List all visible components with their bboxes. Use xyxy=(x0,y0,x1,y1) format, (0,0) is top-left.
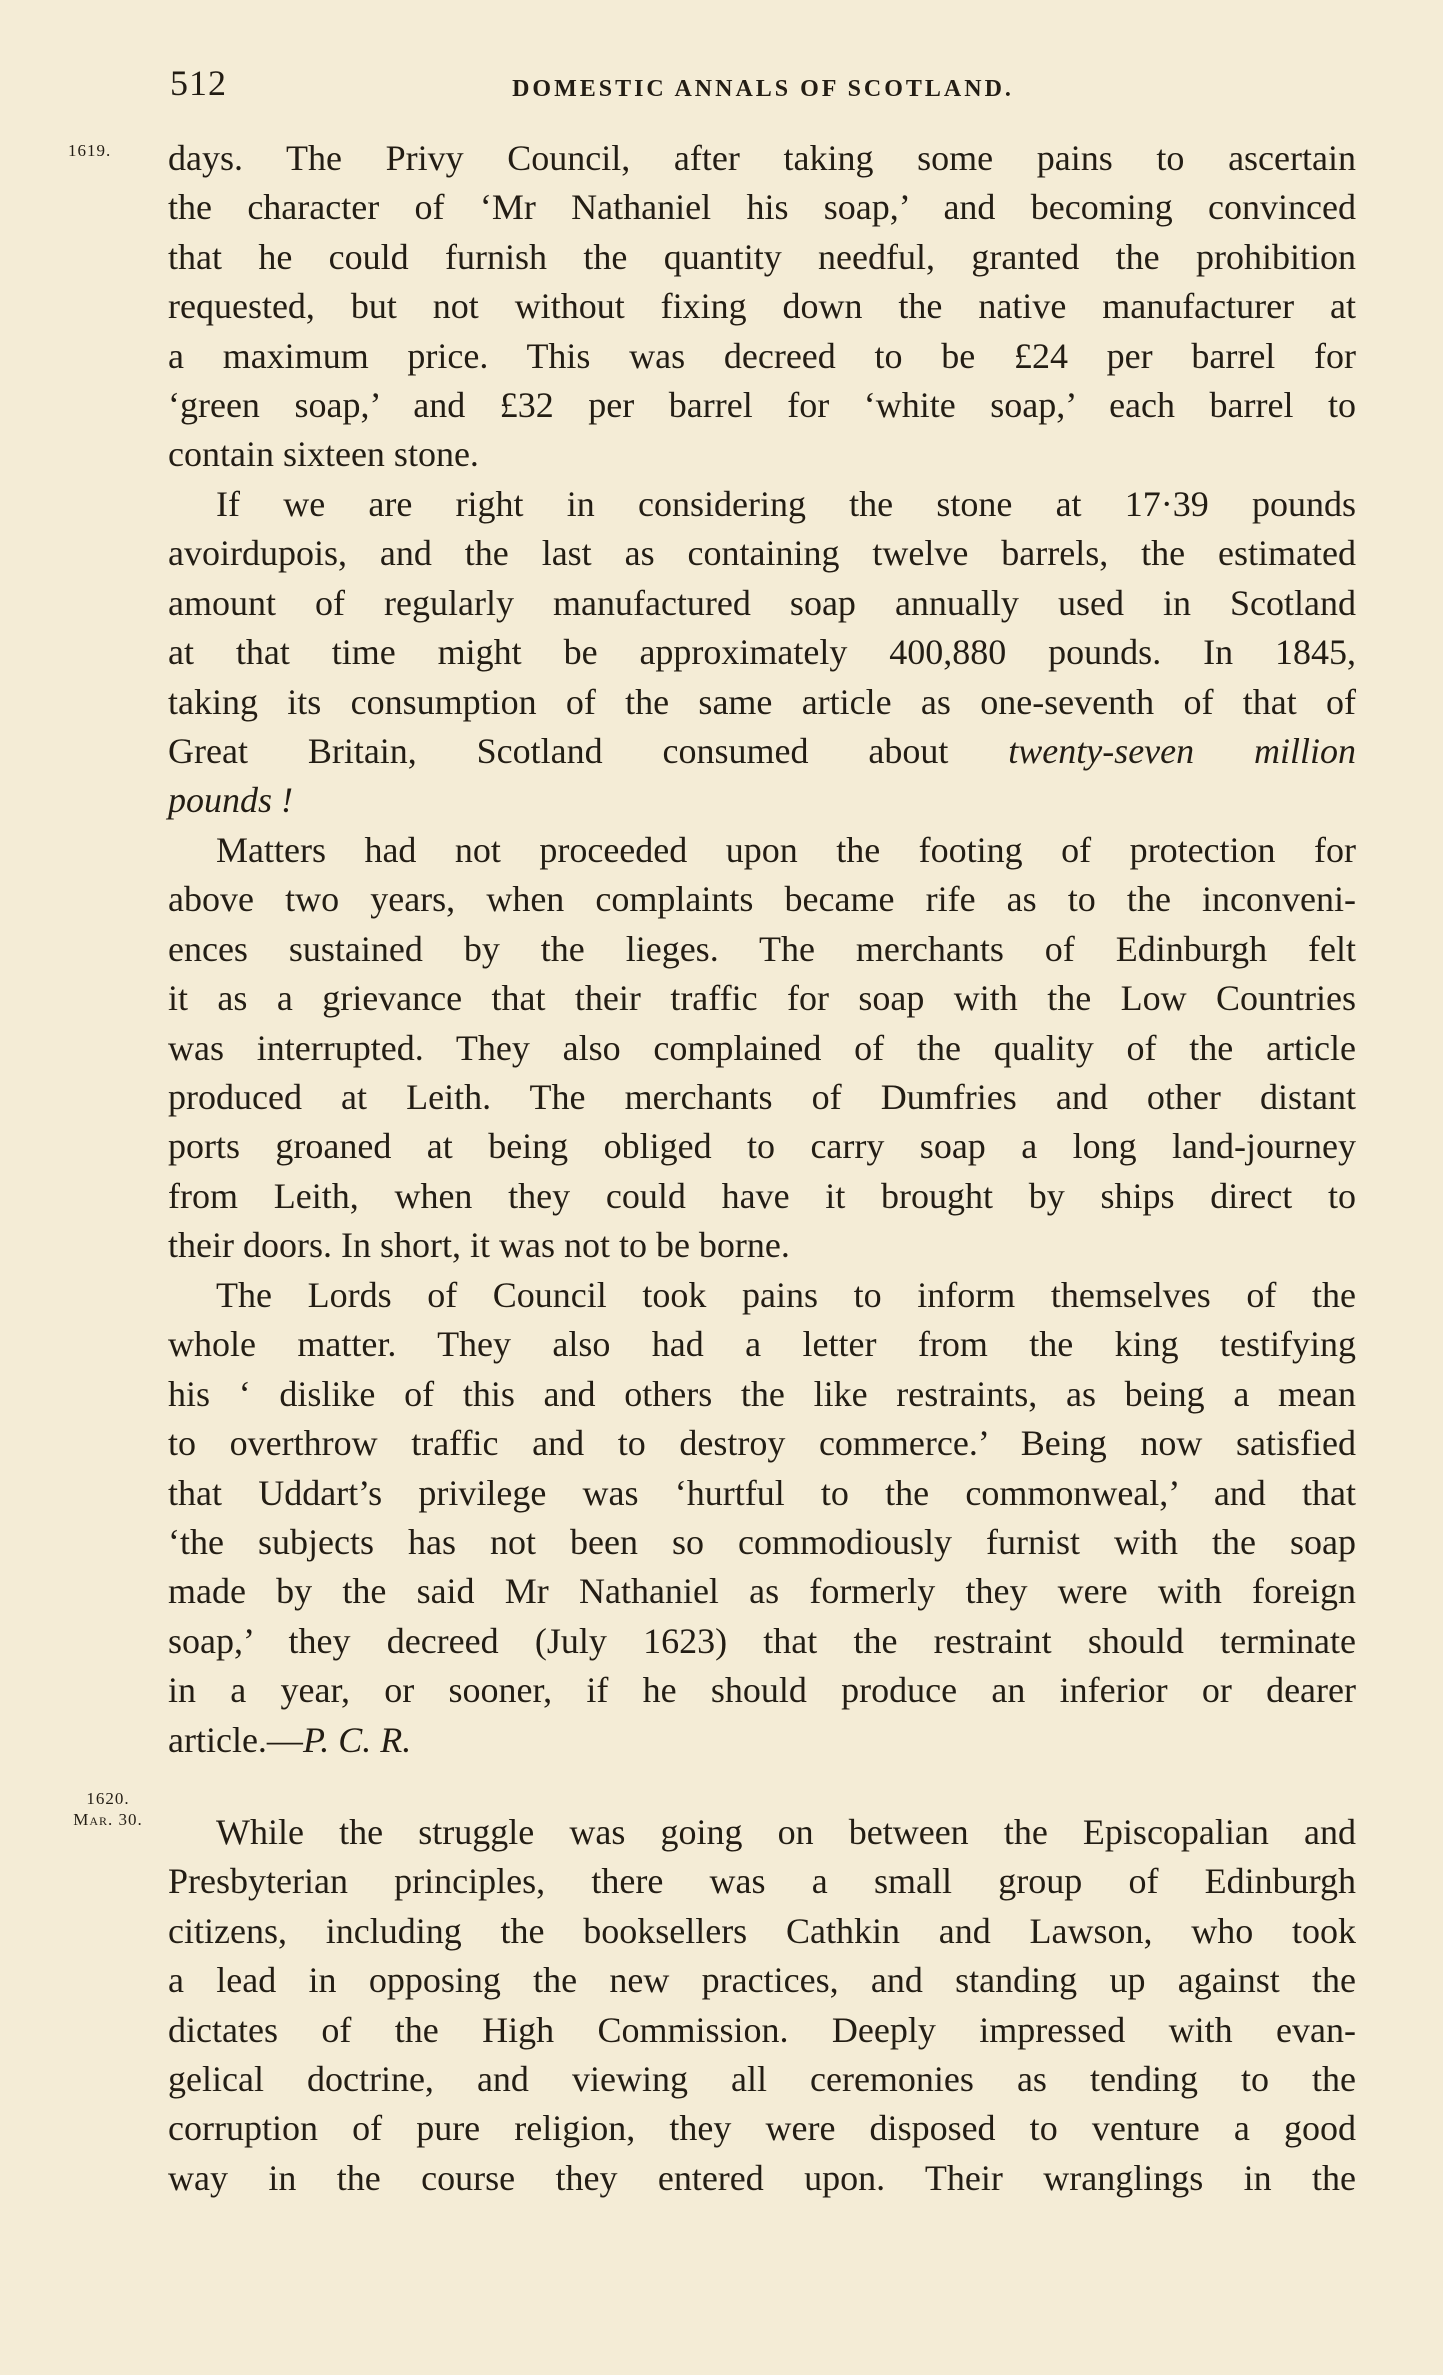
text-line: soap,’ they decreed (July 1623) that the restraint should terminate xyxy=(168,1620,1356,1661)
text-line: amount of regularly manufactured soap annually used in Scotland xyxy=(168,582,1356,623)
margin-month-day: Mar. 30. xyxy=(73,1810,143,1829)
text-line: The Lords of Council took pains to inform themselves of the xyxy=(216,1275,1356,1315)
text-line: way in the course they entered upon. Their wranglings in the xyxy=(168,2157,1356,2198)
text-line: days. The Privy Council, after taking some pains to ascertain xyxy=(168,138,1356,178)
text-line: produced at Leith. The merchants of Dumfries and other distant xyxy=(168,1077,1356,1118)
text-line: While the struggle was going on between the Episcopalian and xyxy=(216,1812,1356,1852)
text-line: above two years, when complaints became rife as to the inconveni- xyxy=(168,879,1356,920)
text-line: Matters had not proceeded upon the footing of protection for xyxy=(216,830,1356,870)
source-citation: P. C. R. xyxy=(302,1719,412,1760)
text-line: their doors. In short, it was not to be borne. xyxy=(168,1225,790,1266)
text-line: ences sustained by the lieges. The merchants of Edinburgh felt xyxy=(168,928,1356,969)
text-line: his ‘ dislike of this and others the like restraints, as being a mean xyxy=(168,1373,1356,1414)
text-line: that he could furnish the quantity needful, granted the prohibition xyxy=(168,236,1356,277)
text-line: the character of ‘Mr Nathaniel his soap,’ and becoming convinced xyxy=(168,187,1356,228)
text-line: ports groaned at being obliged to carry soap a long land-journey xyxy=(168,1126,1356,1167)
text-line: it as a grievance that their traffic for soap with the Low Countries xyxy=(168,978,1356,1019)
text-line: citizens, including the booksellers Cathkin and Lawson, who took xyxy=(168,1910,1356,1951)
text-line: in a year, or sooner, if he should produce an inferior or dearer xyxy=(168,1670,1356,1711)
running-title: DOMESTIC ANNALS OF SCOTLAND. xyxy=(512,76,1014,102)
paragraph-3 xyxy=(168,826,1356,1271)
text-line: Presbyterian principles, there was a small group of Edinburgh xyxy=(168,1861,1356,1902)
text-line: at that time might be approximately 400,880 pounds. In 1845, xyxy=(168,632,1356,673)
text-line: taking its consumption of the same article as one-seventh of that of xyxy=(168,681,1356,722)
italic-phrase: pounds ! xyxy=(168,780,293,821)
text-line: from Leith, when they could have it brought by ships direct to xyxy=(168,1175,1356,1216)
text-line-mixed xyxy=(168,1716,1356,1765)
paragraph-4 xyxy=(168,1271,1356,1765)
text-line: requested, but not without fixing down the native manufacturer at xyxy=(168,286,1356,327)
text-line: a maximum price. This was decreed to be £24 per barrel for xyxy=(168,335,1356,376)
margin-year-1620: 1620. xyxy=(86,1789,130,1808)
paragraph-5 xyxy=(168,1808,1356,2203)
text-run: article.— xyxy=(168,1719,303,1760)
text-line: gelical doctrine, and viewing all ceremonies as tending to the xyxy=(168,2059,1356,2100)
text-line: avoirdupois, and the last as containing twelve barrels, the estimated xyxy=(168,533,1356,574)
page-number: 512 xyxy=(170,63,227,103)
text-line: ‘green soap,’ and £32 per barrel for ‘white soap,’ each barrel to xyxy=(168,385,1356,426)
text-line-mixed xyxy=(168,727,1356,776)
text-line: contain sixteen stone. xyxy=(168,434,479,475)
text-line: If we are right in considering the stone at 17·39 pounds xyxy=(216,484,1356,524)
page-header xyxy=(170,62,1356,112)
text-line: dictates of the High Commission. Deeply impressed with evan- xyxy=(168,2009,1356,2050)
text-line: a lead in opposing the new practices, and standing up against the xyxy=(168,1960,1356,2001)
text-line: that Uddart’s privilege was ‘hurtful to the commonweal,’ and that xyxy=(168,1472,1356,1513)
text-line: whole matter. They also had a letter from the king testifying xyxy=(168,1324,1356,1365)
text-line: to overthrow traffic and to destroy commerce.’ Being now satisfied xyxy=(168,1423,1356,1464)
paragraph-1 xyxy=(168,134,1356,480)
margin-date-1620 xyxy=(68,1788,148,1830)
italic-phrase: twenty-seven million xyxy=(1008,731,1356,772)
text-line: was interrupted. They also complained of the quality of the article xyxy=(168,1027,1356,1068)
text-line: ‘the subjects has not been so commodiously furnist with the soap xyxy=(168,1522,1356,1563)
text-line: made by the said Mr Nathaniel as formerly they were with foreign xyxy=(168,1571,1356,1612)
text-run: Great Britain, Scotland consumed about xyxy=(168,731,949,772)
text-line: corruption of pure religion, they were disposed to venture a good xyxy=(168,2108,1356,2149)
paragraph-2 xyxy=(168,480,1356,826)
margin-year-1619: 1619. xyxy=(68,141,112,160)
